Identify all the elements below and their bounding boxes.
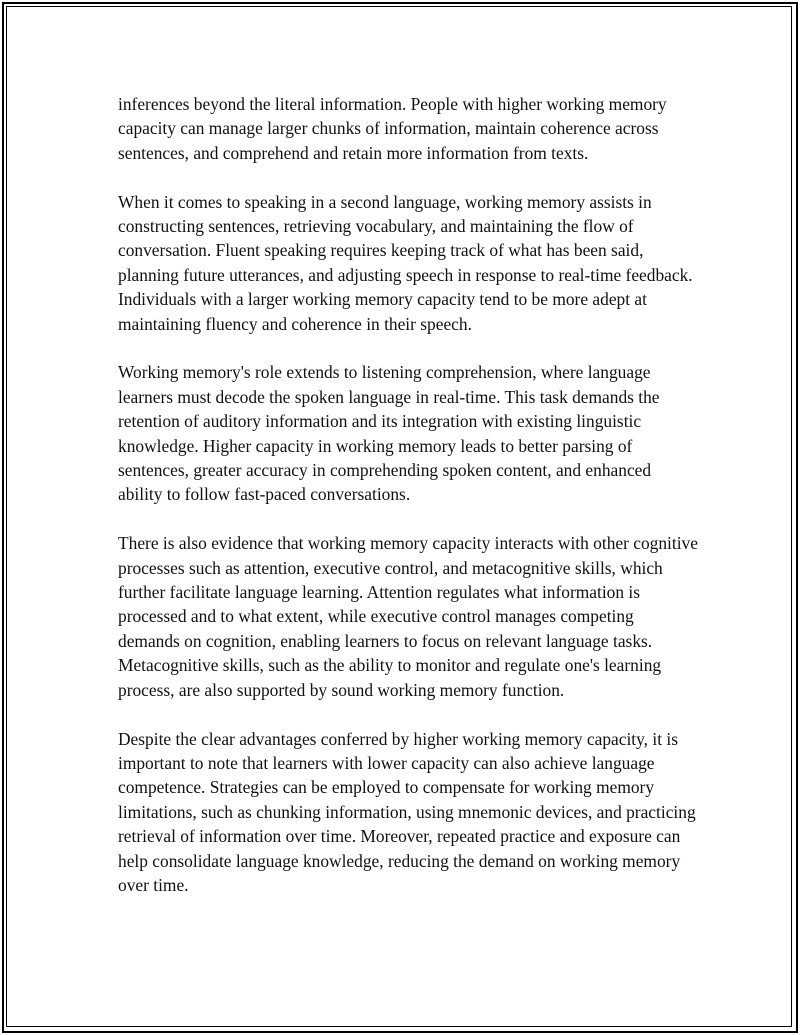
paragraph-lower-capacity-strategies: Despite the clear advantages conferred by higher working memory capacity, it is important to note that learners with lower capacity can also achieve language competence. Strategies can be employed to compensate for working memory limitations, such as chunking information, using mnemonic devices, and practicing retrieval of information over time. Moreover, repeated practice and exposure can help consolidate language knowledge, reducing the demand on working memory over time. xyxy=(118,728,696,895)
document-body xyxy=(118,92,698,922)
paragraph-speaking: When it comes to speaking in a second language, working memory assists in constructing sentences, retrieving vocabulary, and maintaining the flow of conversation. Fluent speaking requires keeping track of what has been said, planning future utterances, and adjusting speech in response to real-time feedback. Individuals with a larger working memory capacity tend to be more adept at maintaining fluency and coherence in their speech. xyxy=(118,191,693,334)
paragraph-cognitive-processes: There is also evidence that working memory capacity interacts with other cognitive processes such as attention, executive control, and metacognitive skills, which further facilitate language learning. Attention regulates what information is processed and to what extent, while executive control manages competing demands on cognition, enabling learners to focus on relevant language tasks. Metacognitive skills, such as the ability to monitor and regulate one's learning process, are also supported by sound working memory function. xyxy=(118,533,698,700)
paragraph-reading-comprehension: inferences beyond the literal information. People with higher working memory capacity can manage larger chunks of information, maintain coherence across sentences, and comprehend and retain more information from texts. xyxy=(118,94,667,163)
paragraph-listening: Working memory's role extends to listening comprehension, where language learners must decode the spoken language in real-time. This task demands the retention of auditory information and its integration with existing linguistic knowledge. Higher capacity in working memory leads to better parsing of sentences, greater accuracy in comprehending spoken content, and enhanced ability to follow fast-paced conversations. xyxy=(118,362,660,505)
